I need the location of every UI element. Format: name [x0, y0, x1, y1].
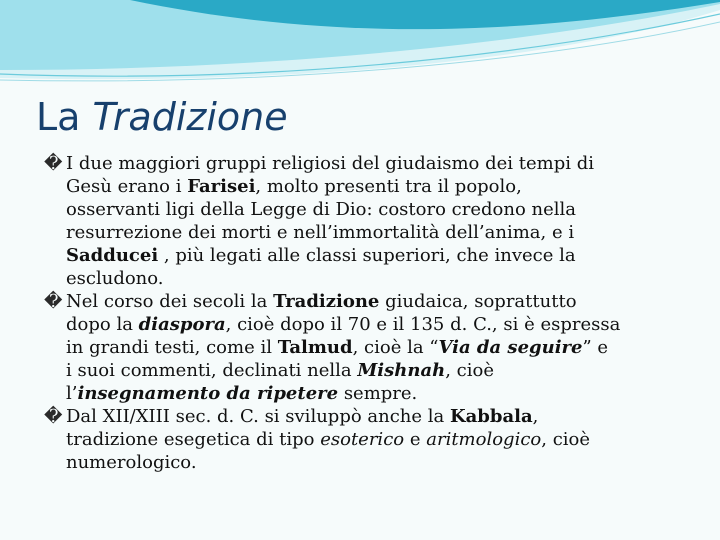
bullet-glyph-icon: �: [44, 291, 63, 312]
text-run: tradizione esegetica di tipo: [66, 429, 321, 450]
slide-title-plain: La: [36, 95, 93, 139]
text-run: , più legati alle classi superiori, che invece la: [158, 245, 576, 266]
slide-title: [36, 92, 288, 142]
bullet-paragraph: [44, 152, 684, 290]
text-run: , cioè dopo il 70 e il 135 d. C., si è espressa: [225, 314, 621, 335]
text-line: [66, 405, 684, 428]
text-line: [66, 198, 684, 221]
emphasis-text: aritmologico: [426, 429, 542, 450]
text-run: numerologico.: [66, 452, 197, 473]
text-line: [66, 290, 684, 313]
text-run: Gesù erano i: [66, 176, 188, 197]
text-run: Nel corso dei secoli la: [66, 291, 274, 312]
text-run: I due maggiori gruppi religiosi del giudaismo dei tempi di: [66, 153, 594, 174]
emphasis-text: Kabbala: [449, 406, 533, 427]
text-run: , cioè la “: [352, 337, 439, 358]
text-run: escludono.: [66, 268, 164, 289]
bullet-paragraph: [44, 290, 684, 405]
text-run: osservanti ligi della Legge di Dio: costoro credono nella: [66, 199, 576, 220]
text-line: [66, 336, 684, 359]
bullet-paragraph: [44, 405, 684, 474]
text-run: i suoi commenti, declinati nella: [66, 360, 358, 381]
bullet-glyph-icon: �: [44, 406, 63, 427]
text-run: in grandi testi, come il: [66, 337, 278, 358]
emphasis-text: Tradizione: [273, 291, 380, 312]
text-line: [66, 313, 684, 336]
text-run: dopo la: [66, 314, 139, 335]
text-line: [66, 382, 684, 405]
text-line: [66, 221, 684, 244]
emphasis-text: Farisei: [187, 176, 256, 197]
text-run: Dal XII/XIII sec. d. C. si sviluppò anche la: [66, 406, 450, 427]
text-line: [66, 451, 684, 474]
text-line: [66, 175, 684, 198]
emphasis-text: insegnamento da ripetere: [77, 383, 339, 404]
emphasis-text: esoterico: [320, 429, 405, 450]
text-line: [66, 359, 684, 382]
emphasis-text: Talmud: [277, 337, 353, 358]
text-run: resurrezione dei morti e nell’immortalità dell’anima, e i: [66, 222, 575, 243]
text-run: l’: [66, 383, 78, 404]
emphasis-text: Via da seguire: [438, 337, 583, 358]
text-line: [66, 244, 684, 267]
emphasis-text: Mishnah: [357, 360, 446, 381]
text-run: , cioè: [541, 429, 591, 450]
slide-body: [44, 152, 684, 474]
text-line: [66, 152, 684, 175]
header-wave-decoration: [0, 0, 720, 90]
text-run: e: [404, 429, 427, 450]
emphasis-text: diaspora: [138, 314, 226, 335]
text-run: sempre.: [338, 383, 418, 404]
text-line: [66, 428, 684, 451]
text-run: ,: [532, 406, 539, 427]
text-run: ” e: [582, 337, 609, 358]
text-line: [66, 267, 684, 290]
text-run: , cioè: [445, 360, 494, 381]
emphasis-text: Sadducei: [66, 245, 159, 266]
text-run: giudaica, soprattutto: [379, 291, 577, 312]
bullet-glyph-icon: �: [44, 153, 63, 174]
text-run: , molto presenti tra il popolo,: [255, 176, 522, 197]
slide-title-italic: Tradizione: [92, 95, 288, 139]
